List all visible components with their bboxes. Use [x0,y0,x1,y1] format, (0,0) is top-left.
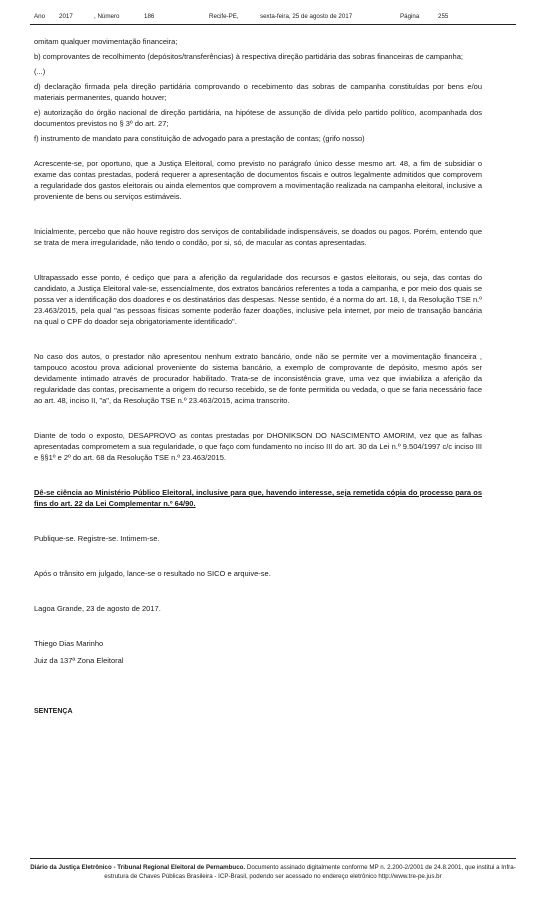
paragraph-acrescente: Acrescente-se, por oportuno, que a Justiça Eleitoral, como previsto no parágrafo único desse mesmo art. 48, a fim de subsidiar o exame das contas prestadas, poderá requerer a apresentação de documentos fiscais e outros legalmente admitidos que comprovem a regularidade dos gastos eleitorais ou ainda elementos que comprovem a movimentação realizada na campanha eleitoral, inclusive a proveniente de bens ou serviços estimáveis. [34,159,482,201]
list-line-a-end: omitam qualquer movimentação financeira; [34,37,178,46]
paragraph-publique: Publique-se. Registre-se. Intimem-se. [34,534,160,543]
header-divider [30,24,516,25]
section-title-sentenca: SENTENÇA [34,708,73,715]
list-item-d: d) declaração firmada pela direção partidária comprovando o recebimento das sobras de campanha constituídas por bens e/ou materiais permanentes, quando houver; [34,82,482,102]
footer-notice: Documento assinado digitalmente conforme MP n. 2.200-2/2001 de 24.8.2001, que institui a Infra-estrutura de Chaves Públicas Brasileira - ICP-Brasil, podendo ser acessado no endereço eletrônico http://www.tre-pe.jus.br [104,864,516,880]
paragraph-no-caso: No caso dos autos, o prestador não apresentou nenhum extrato bancário, onde não se permite ver a movimentação financeira , tampouco acostou prova adicional proveniente do sistema bancário, a exemplo de comprovante de depósito, mesmo após ser devidamente intimado através de procurador habilitado. Trata-se de inconsistência grave, uma vez que inviabiliza a aferição da regularidade das contas, precisamente a origem do recurso recebido, se de fonte permitida ou vedada, o que se faria necessário face ao art. 48, inciso II, "a", da Resolução TSE n.º 23.463/2015, acima transcrito. [34,352,482,405]
list-item-e: e) autorização do órgão nacional de direção partidária, na hipótese de assunção de dívida pelo partido político, acompanhada dos documentos previstos no § 3º do art. 27; [34,108,482,128]
paragraph-ultrapassado: Ultrapassado esse ponto, é cediço que para a aferição da regularidade dos recursos e gastos eleitorais, ou seja, das contas do candidato, a Justiça Eleitoral vale-se, essencialmente, dos extratos bancários referentes a toda a campanha, e por meio dos quais se possa ver a identificação dos doadores e os destinatários das despesas. Nesse sentido, é a norma do art. 18, I, da Resolução TSE n.º 23.463/2015, pela qual "as pessoas físicas somente poderão fazer doações, inclusive pela internet, por meio de transação bancária na qual o CPF do doador seja obrigatoriamente identificado". [34,273,482,326]
paragraph-inicialmente: Inicialmente, percebo que não houve registro dos serviços de contabilidade indispensáveis, se doados ou pagos. Porém, entendo que se trata de mera irregularidade, não tendo o condão, por si, só, de macular as contas apresentadas. [34,227,482,247]
header-ano-label: Ano [34,13,46,20]
paragraph-ciencia: Dê-se ciência ao Ministério Público Eleitoral, inclusive para que, havendo interesse, seja remetida cópia do processo para os fins do art. 22 da Lei Complementar n.º 64/90. [34,488,482,508]
header-location: Recife-PE, [209,13,239,20]
header-pagina-label: Página [400,13,420,20]
list-item-f: f) instrumento de mandato para constituição de advogado para a prestação de contas; (grifo nosso) [34,134,365,143]
paragraph-transito: Após o trânsito em julgado, lance-se o resultado no SICO e arquive-se. [34,569,271,578]
header-date: sexta-feira, 25 de agosto de 2017 [260,13,353,20]
header-ano-value: 2017 [59,13,73,20]
header-pagina-value: 255 [438,13,449,20]
signature-role: Juiz da 137ª Zona Eleitoral [34,656,124,665]
footer-divider [30,858,516,859]
list-ellipsis: (...) [34,67,46,76]
page-footer [30,864,516,881]
footer-publisher: Diário da Justiça Eletrônico - Tribunal Regional Eleitoral de Pernambuco. [30,864,246,871]
header-numero-label: , Número [94,13,120,20]
header-numero-value: 186 [144,13,155,20]
list-item-b: b) comprovantes de recolhimento (depósitos/transferências) à respectiva direção partidária das sobras financeiras de campanha; [34,52,463,61]
document-body [34,36,482,717]
signature-name: Thiego Dias Marinho [34,639,104,648]
place-date: Lagoa Grande, 23 de agosto de 2017. [34,604,161,613]
paragraph-diante: Diante de todo o exposto, DESAPROVO as contas prestadas por DHONIKSON DO NASCIMENTO AMORIM, vez que as falhas apresentadas comprometem a sua regularidade, o que faço com fundamento no inciso III do art. 30 da Lei n.º 9.504/1997 c/c inciso III e §§1º e 2º do art. 68 da Resolução TSE n.º 23.463/2015. [34,431,482,462]
